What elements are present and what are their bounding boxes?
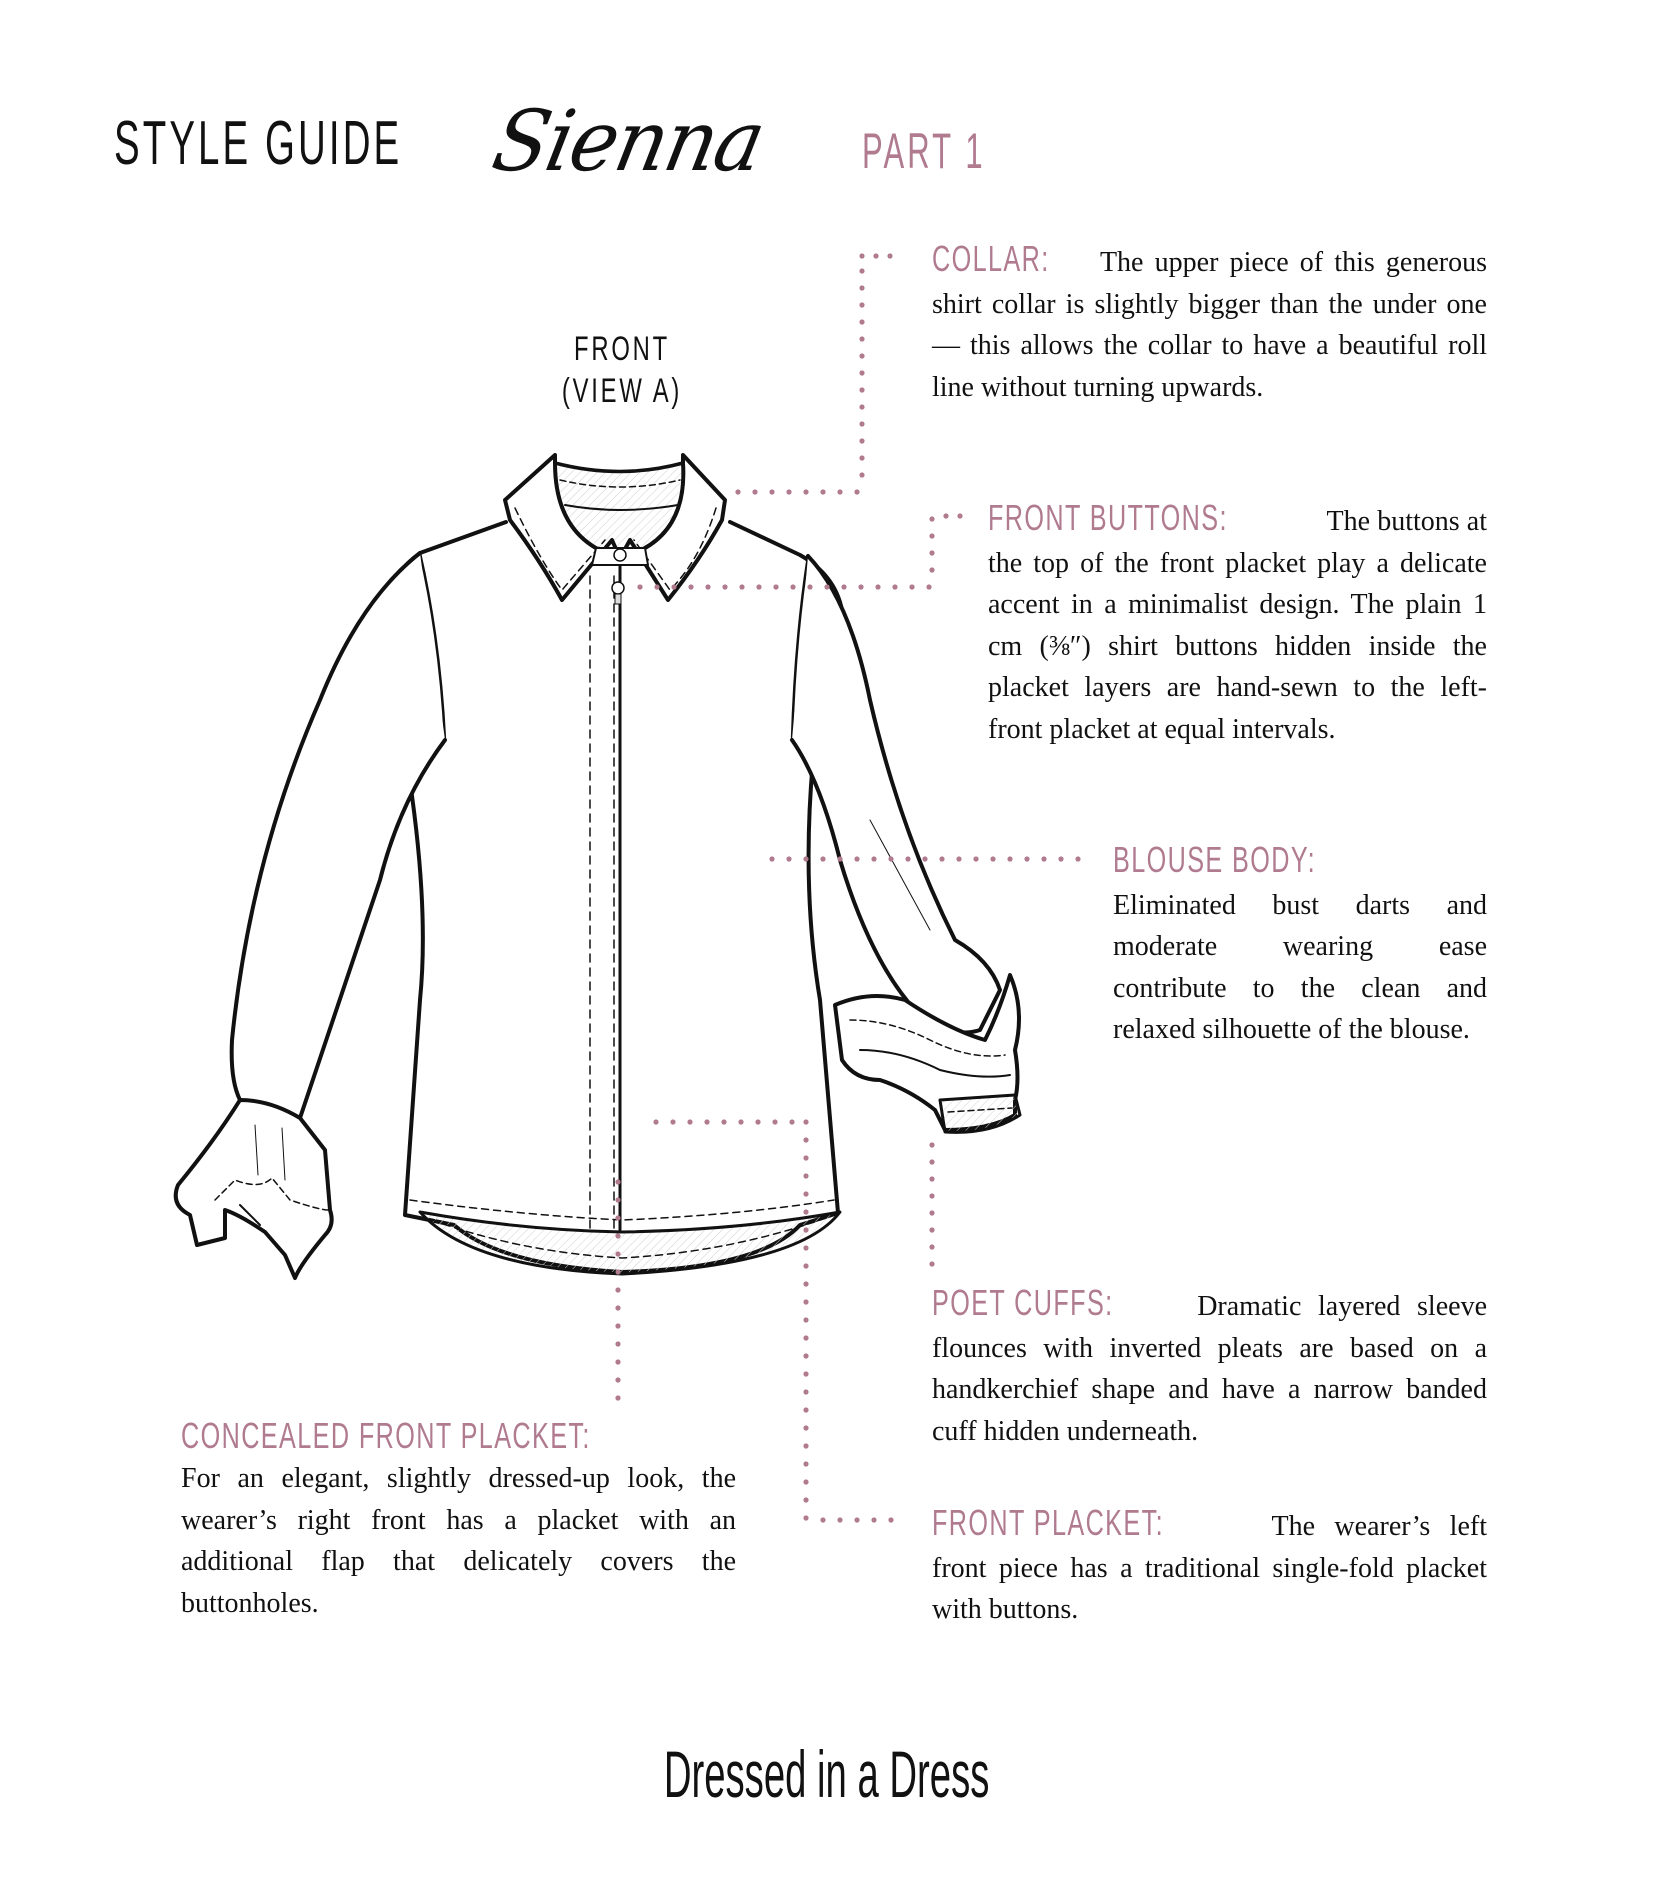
- note-concealed-front-placket: [181, 1414, 736, 1624]
- note-poet-cuffs: [932, 1282, 1487, 1452]
- left-sleeve: [232, 553, 445, 1118]
- note-front-placket-heading: FRONT PLACKET:: [932, 1502, 1164, 1543]
- right-sleeve: [792, 556, 1000, 1033]
- leader-poet-cuffs: [929, 1142, 934, 1266]
- button-icon: [612, 582, 624, 594]
- note-front-placket: [932, 1502, 1487, 1631]
- note-collar: [932, 238, 1487, 408]
- note-blouse-body-body: Eliminated bust darts and moderate wearing ease contribute to the clean and relaxed silhouette of the blouse.: [1113, 889, 1487, 1045]
- part-label: PART 1: [862, 123, 986, 179]
- brand-logo-text: Dressed in a Dress: [664, 1737, 990, 1811]
- note-front-buttons: [988, 497, 1487, 750]
- note-blouse-body: [1113, 839, 1487, 1051]
- note-concealed-body: For an elegant, slightly dressed-up look, the wearer’s right front has a placket with an additional flap that delicately covers the buttonholes.: [181, 1463, 736, 1619]
- note-poet-cuffs-body: Dramatic layered sleeve flounces with inverted pleats are based on a handkerchief shape and have a narrow banded cuff hidden underneath.: [932, 1291, 1487, 1447]
- note-collar-heading: COLLAR:: [932, 238, 1050, 279]
- note-blouse-body-heading: BLOUSE BODY:: [1113, 839, 1317, 880]
- button-icon: [614, 549, 626, 561]
- note-front-placket-body: The wearer’s left front piece has a traditional single-fold placket with buttons.: [932, 1511, 1487, 1625]
- footer-brand: [0, 1736, 1654, 1812]
- note-front-buttons-body: The buttons at the top of the front placket play a delicate accent in a minimalist design. The plain 1 cm (⅜″) shirt buttons hidden inside the placket layers are hand-sewn to the left-front placket at equal intervals.: [988, 506, 1487, 745]
- note-front-buttons-heading: FRONT BUTTONS:: [988, 497, 1228, 538]
- view-label-line2: (VIEW A): [561, 372, 683, 410]
- note-concealed-heading: CONCEALED FRONT PLACKET:: [181, 1415, 591, 1456]
- left-poet-cuff: [176, 1100, 332, 1278]
- note-collar-body: The upper piece of this generous shirt collar is slightly bigger than the under one — this allows the collar to have a beautiful roll line without turning upwards.: [932, 247, 1487, 403]
- pattern-name-script: Sienna: [485, 92, 772, 190]
- title-style-guide: STYLE GUIDE: [114, 109, 403, 178]
- leader-blouse-body: [769, 856, 1080, 861]
- blouse-body-outline: [380, 522, 842, 1272]
- view-label-line1: FRONT: [574, 330, 670, 368]
- note-poet-cuffs-heading: POET CUFFS:: [932, 1282, 1114, 1323]
- leader-collar: [735, 253, 892, 494]
